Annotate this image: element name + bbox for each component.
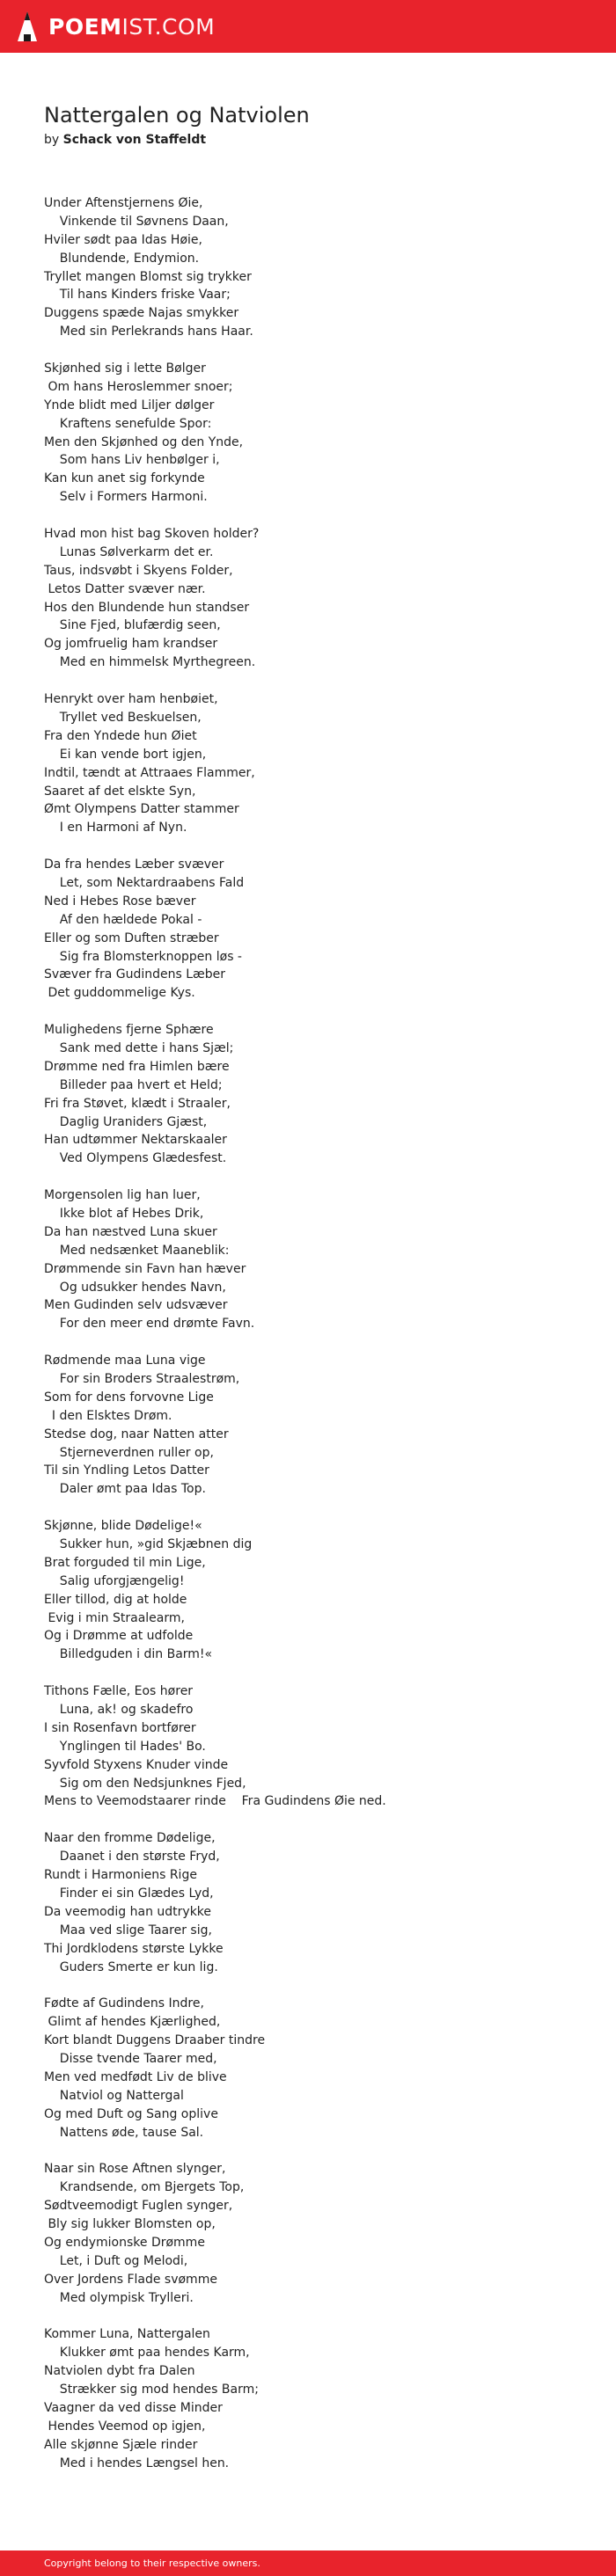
poem-line: Mulighedens fjerne Sphære [44, 1023, 214, 1038]
poem-line: Maa ved slige Taarer sig, [44, 1923, 212, 1937]
stanza [44, 360, 590, 507]
logo-text-bold: POEM [48, 13, 122, 40]
poem-line: Til sin Yndling Letos Datter [44, 1463, 209, 1478]
poem-line: Saaret af det elskte Syn, [44, 784, 196, 799]
pencil-icon [16, 10, 39, 43]
author-link[interactable]: Schack von Staffeldt [62, 133, 207, 147]
poem-line: Billedguden i din Barm!« [44, 1647, 213, 1662]
poem-line: Skjønhed sig i lette Bølger [44, 361, 206, 376]
poem-line: Hvad mon hist bag Skoven holder? [44, 527, 260, 542]
poem-line: Som for dens forvovne Lige [44, 1390, 214, 1405]
poem-line: Af den hældede Pokal - [44, 912, 202, 927]
poem-line: Og med Duft og Sang oplive [44, 2106, 218, 2121]
poem-line: Tryllet mangen Blomst sig trykker [44, 269, 252, 284]
poem-line: For den meer end drømte Favn. [44, 1317, 255, 1332]
poem-line: Rødmende maa Luna vige [44, 1354, 206, 1368]
poem-line: Drømmende sin Favn han hæver [44, 1261, 246, 1276]
byline [44, 131, 206, 149]
poem-line: Bly sig lukker Blomsten op, [44, 2216, 216, 2231]
poem-line: Om hans Heroslemmer snoer; [44, 379, 233, 394]
poem-line: Sig om den Nedsjunknes Fjed, [44, 1776, 246, 1791]
poem-line: Ynglingen til Hades' Bo. [44, 1739, 206, 1754]
poem-line: Ved Olympens Glædesfest. [44, 1151, 227, 1166]
stanza [44, 1517, 590, 1664]
poem-line: Sig fra Blomsterknoppen løs - [44, 949, 242, 964]
poem-line: Daglig Uraniders Gjæst, [44, 1114, 208, 1129]
poem-line: Vinkende til Søvnens Daan, [44, 214, 229, 229]
poem-line: Ei kan vende bort igjen, [44, 747, 207, 762]
poem-line: Det guddommelige Kys. [44, 986, 195, 1001]
poem-line: Rundt i Harmoniens Rige [44, 1868, 197, 1883]
poem-line: Tryllet ved Beskuelsen, [44, 710, 202, 725]
poem-line: Som hans Liv henbølger i, [44, 453, 220, 468]
poem-line: Kommer Luna, Nattergalen [44, 2327, 210, 2342]
poem-line: Til hans Kinders friske Vaar; [44, 288, 231, 303]
poem-line: Sukker hun, »gid Skjæbnen dig [44, 1537, 253, 1552]
poem-line: Ømt Olympens Datter stammer [44, 802, 239, 817]
poem-line: Drømme ned fra Himlen bære [44, 1059, 230, 1074]
logo-text-light: IST.COM [121, 13, 216, 40]
poem-line: Og jomfruelig ham krandser [44, 637, 218, 652]
poem-line: Og udsukker hendes Navn, [44, 1280, 226, 1295]
poem-line: Evig i min Straalearm, [44, 1610, 185, 1625]
poem-line: Da han næstved Luna skuer [44, 1224, 217, 1239]
poem-line: Hos den Blundende hun standser [44, 600, 250, 615]
poem-line: Da fra hendes Læber svæver [44, 857, 224, 872]
stanza [44, 2325, 590, 2472]
poem-line: Med nedsænket Maaneblik: [44, 1243, 230, 1258]
poem-line: I den Elsktes Drøm. [44, 1408, 172, 1423]
poem-line: Og endymionske Drømme [44, 2235, 205, 2250]
poem-line: Kan kun anet sig forkynde [44, 471, 205, 486]
poem-line: Henrykt over ham henbøiet, [44, 692, 218, 707]
stanza [44, 1682, 590, 1811]
stanza [44, 194, 590, 341]
poem-line: Ikke blot af Hebes Drik, [44, 1206, 204, 1221]
poem-line: Men Gudinden selv udsvæver [44, 1298, 228, 1313]
poem-line: Morgensolen lig han luer, [44, 1188, 201, 1203]
poem-line: Med i hendes Længsel hen. [44, 2456, 230, 2470]
poem-line: Kort blandt Duggens Draaber tindre [44, 2033, 266, 2048]
poem-line: Sank med dette i hans Sjæl; [44, 1040, 234, 1055]
poem-title: Nattergalen og Natviolen [44, 103, 310, 128]
poem-line: Ynde blidt med Liljer dølger [44, 398, 215, 412]
poem-line: Skjønne, blide Dødelige!« [44, 1519, 202, 1534]
poem-line: Natviolen dybt fra Dalen [44, 2364, 195, 2379]
poem-line: Naar sin Rose Aftnen slynger, [44, 2162, 226, 2177]
poem-line: Han udtømmer Nektarskaaler [44, 1133, 227, 1148]
poem-line: Hendes Veemod op igjen, [44, 2419, 206, 2434]
logo-text [48, 13, 216, 40]
poem-line: I sin Rosenfavn bortfører [44, 1720, 196, 1735]
stanza [44, 1186, 590, 1333]
poem-line: Kraftens senefulde Spor: [44, 416, 212, 431]
top-bar [0, 0, 616, 53]
poem-line: Stedse dog, naar Natten atter [44, 1427, 229, 1441]
poem-line: Svæver fra Gudindens Læber [44, 967, 226, 982]
stanza [44, 1352, 590, 1499]
poem-line: Syvfold Styxens Knuder vinde [44, 1757, 229, 1772]
poem-line: Strækker sig mod hendes Barm; [44, 2382, 259, 2397]
poem-line: Over Jordens Flade svømme [44, 2272, 217, 2287]
poem-line: For sin Broders Straalestrøm, [44, 1372, 240, 1386]
poem-line: Fødte af Gudindens Indre, [44, 1996, 204, 2011]
poem-line: Let, i Duft og Melodi, [44, 2253, 188, 2268]
poem-line: Billeder paa hvert et Held; [44, 1077, 223, 1092]
poem-line: Vaagner da ved disse Minder [44, 2400, 223, 2415]
poem-line: Stjerneverdnen ruller op, [44, 1445, 214, 1460]
poem-line: Med en himmelsk Myrthegreen. [44, 655, 256, 670]
poem-line: Men den Skjønhed og den Ynde, [44, 434, 244, 449]
footer-bar [0, 2550, 616, 2576]
poem-line: Hviler sødt paa Idas Høie, [44, 232, 202, 247]
poem-line: Ned i Hebes Rose bæver [44, 894, 196, 909]
poem-line: Taus, indsvøbt i Skyens Folder, [44, 563, 233, 578]
poem-body [44, 194, 590, 2491]
poem-line: Eller og som Duften stræber [44, 930, 219, 945]
stanza [44, 2160, 590, 2307]
poem-line: Let, som Nektardraabens Fald [44, 875, 245, 890]
poem-line: Med olympisk Trylleri. [44, 2290, 194, 2305]
stanza [44, 525, 590, 672]
poem-line: Klukker ømt paa hendes Karm, [44, 2346, 250, 2361]
poem-line: Letos Datter svæver nær. [44, 581, 206, 596]
stanza [44, 1995, 590, 2142]
poem-line: Guders Smerte er kun lig. [44, 1959, 218, 1974]
poem-line: Disse tvende Taarer med, [44, 2051, 217, 2066]
poem-line: Tithons Fælle, Eos hører [44, 1684, 194, 1699]
poem-line: Mens to Veemodstaarer rinde Fra Gudindens Øie ned. [44, 1794, 386, 1809]
poem-line: Fra den Yndede hun Øiet [44, 728, 197, 743]
poem-line: Da veemodig han udtrykke [44, 1904, 212, 1919]
poem-line: Alle skjønne Sjæle rinder [44, 2437, 198, 2452]
site-logo[interactable] [16, 0, 215, 53]
copyright-text: Copyright belong to their respective owners. [44, 2558, 260, 2569]
poem-line: Men ved medfødt Liv de blive [44, 2069, 227, 2084]
poem-line: Under Aftenstjernens Øie, [44, 196, 203, 210]
poem-line: Selv i Formers Harmoni. [44, 490, 208, 505]
poem-line: Duggens spæde Najas smykker [44, 306, 239, 321]
poem-line: Krandsende, om Bjergets Top, [44, 2180, 245, 2195]
stanza [44, 690, 590, 837]
poem-line: Daler ømt paa Idas Top. [44, 1482, 206, 1497]
poem-line: Med sin Perlekrands hans Haar. [44, 325, 253, 339]
stanza [44, 856, 590, 1003]
poem-line: Finder ei sin Glædes Lyd, [44, 1886, 214, 1901]
poem-line: Lunas Sølverkarm det er. [44, 544, 214, 559]
poem-line: Brat forguded til min Lige, [44, 1555, 206, 1570]
poem-line: Blundende, Endymion. [44, 251, 200, 266]
poem-line: Sine Fjed, blufærdig seen, [44, 618, 221, 633]
poem-line: Eller tillod, dig at holde [44, 1592, 187, 1607]
stanza [44, 1829, 590, 1976]
poem-line: I en Harmoni af Nyn. [44, 821, 187, 836]
poem-line: Glimt af hendes Kjærlighed, [44, 2015, 221, 2030]
poem-line: Thi Jordklodens største Lykke [44, 1941, 224, 1956]
poem-line: Luna, ak! og skadefro [44, 1703, 194, 1718]
poem-line: Salig uforgjængelig! [44, 1573, 185, 1588]
poem-line: Natviol og Nattergal [44, 2088, 184, 2103]
poem-line: Sødtveemodigt Fuglen synger, [44, 2199, 233, 2214]
byline-prefix: by [44, 133, 60, 147]
poem-line: Daanet i den største Fryd, [44, 1850, 220, 1864]
poem-line: Indtil, tændt at Attraaes Flammer, [44, 765, 255, 780]
poem-line: Naar den fromme Dødelige, [44, 1831, 216, 1846]
poem-line: Nattens øde, tause Sal. [44, 2125, 204, 2140]
stanza [44, 1021, 590, 1168]
poem-line: Fri fra Støvet, klædt i Straaler, [44, 1096, 231, 1111]
poem-line: Og i Drømme at udfolde [44, 1629, 194, 1644]
